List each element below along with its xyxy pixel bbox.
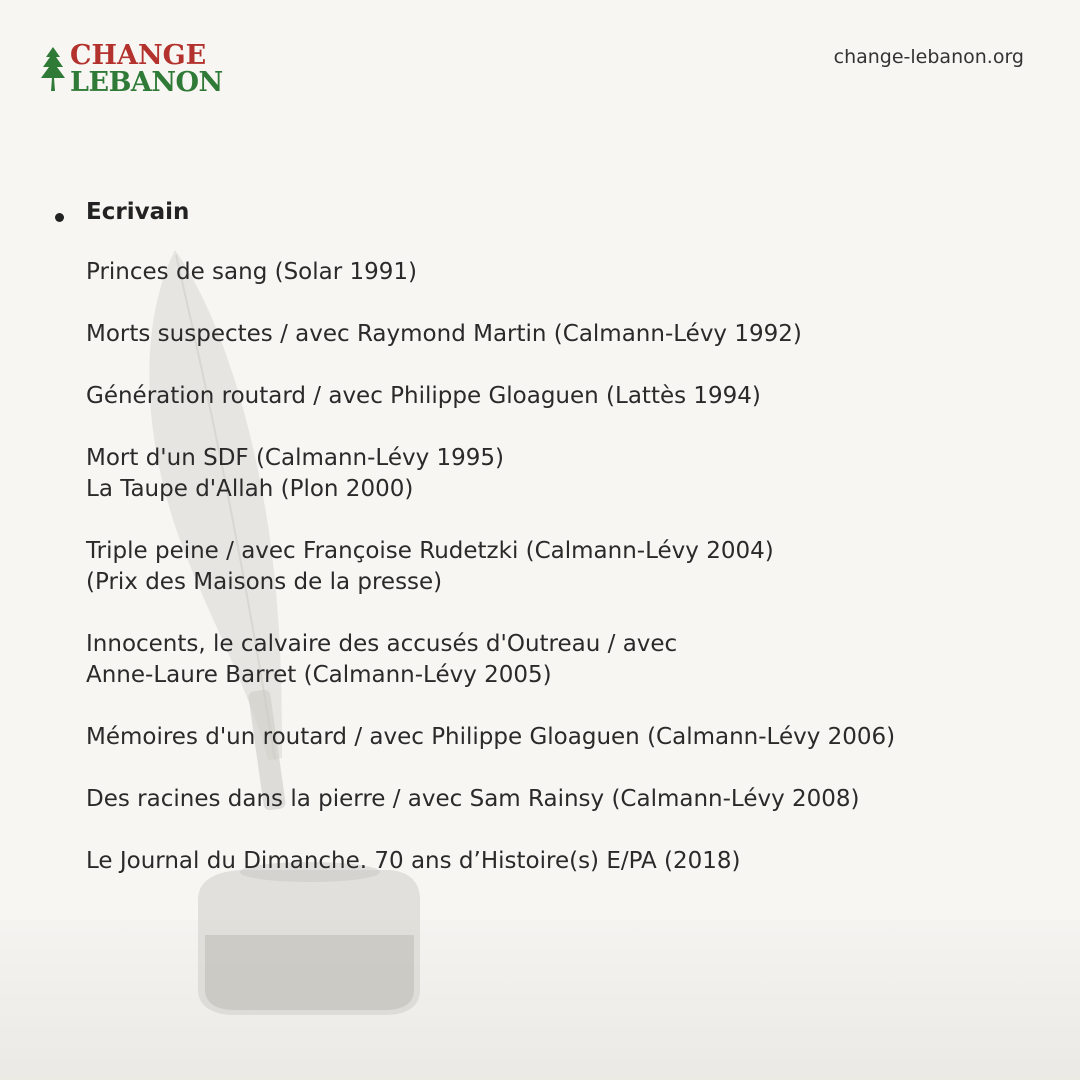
list-item-line: Morts suspectes / avec Raymond Martin (Calmann-Lévy 1992): [86, 321, 802, 347]
list-item-line: Des racines dans la pierre / avec Sam Rainsy (Calmann-Lévy 2008): [86, 786, 860, 812]
cedar-tree-icon: [40, 45, 66, 93]
list-item-line: Le Journal du Dimanche. 70 ans d’Histoire(s) E/PA (2018): [86, 848, 741, 874]
list-item-line: Mémoires d'un routard / avec Philippe Gloaguen (Calmann-Lévy 2006): [86, 724, 896, 750]
list-item-line: La Taupe d'Allah (Plon 2000): [86, 476, 414, 502]
list-item-line: Innocents, le calvaire des accusés d'Outreau / avec: [86, 631, 678, 657]
change-lebanon-logo[interactable]: [40, 42, 223, 96]
bibliography-section: [86, 196, 1046, 908]
list-item-line: Princes de sang (Solar 1991): [86, 259, 418, 285]
list-item: [86, 319, 1046, 350]
list-item: [86, 536, 1046, 598]
list-item-line: Triple peine / avec Françoise Rudetzki (Calmann-Lévy 2004): [86, 538, 774, 564]
site-url-link[interactable]: change-lebanon.org: [833, 46, 1024, 68]
logo-wordmark: [70, 42, 223, 96]
entries-list: [86, 257, 1046, 877]
logo-line-change: CHANGE: [70, 40, 207, 71]
bullet-icon: [55, 213, 64, 222]
list-item: [86, 784, 1046, 815]
list-item: [86, 443, 1046, 505]
list-item: [86, 381, 1046, 412]
list-item: [86, 257, 1046, 288]
list-item: [86, 722, 1046, 753]
list-item: [86, 846, 1046, 877]
logo-line-lebanon: LEBANON: [70, 67, 223, 98]
list-item-line: (Prix des Maisons de la presse): [86, 569, 443, 595]
list-item-line: Génération routard / avec Philippe Gloaguen (Lattès 1994): [86, 383, 761, 409]
list-item-line: Anne-Laure Barret (Calmann-Lévy 2005): [86, 662, 552, 688]
section-title: Ecrivain: [86, 199, 190, 225]
list-item-line: Mort d'un SDF (Calmann-Lévy 1995): [86, 445, 505, 471]
list-item: [86, 629, 1046, 691]
